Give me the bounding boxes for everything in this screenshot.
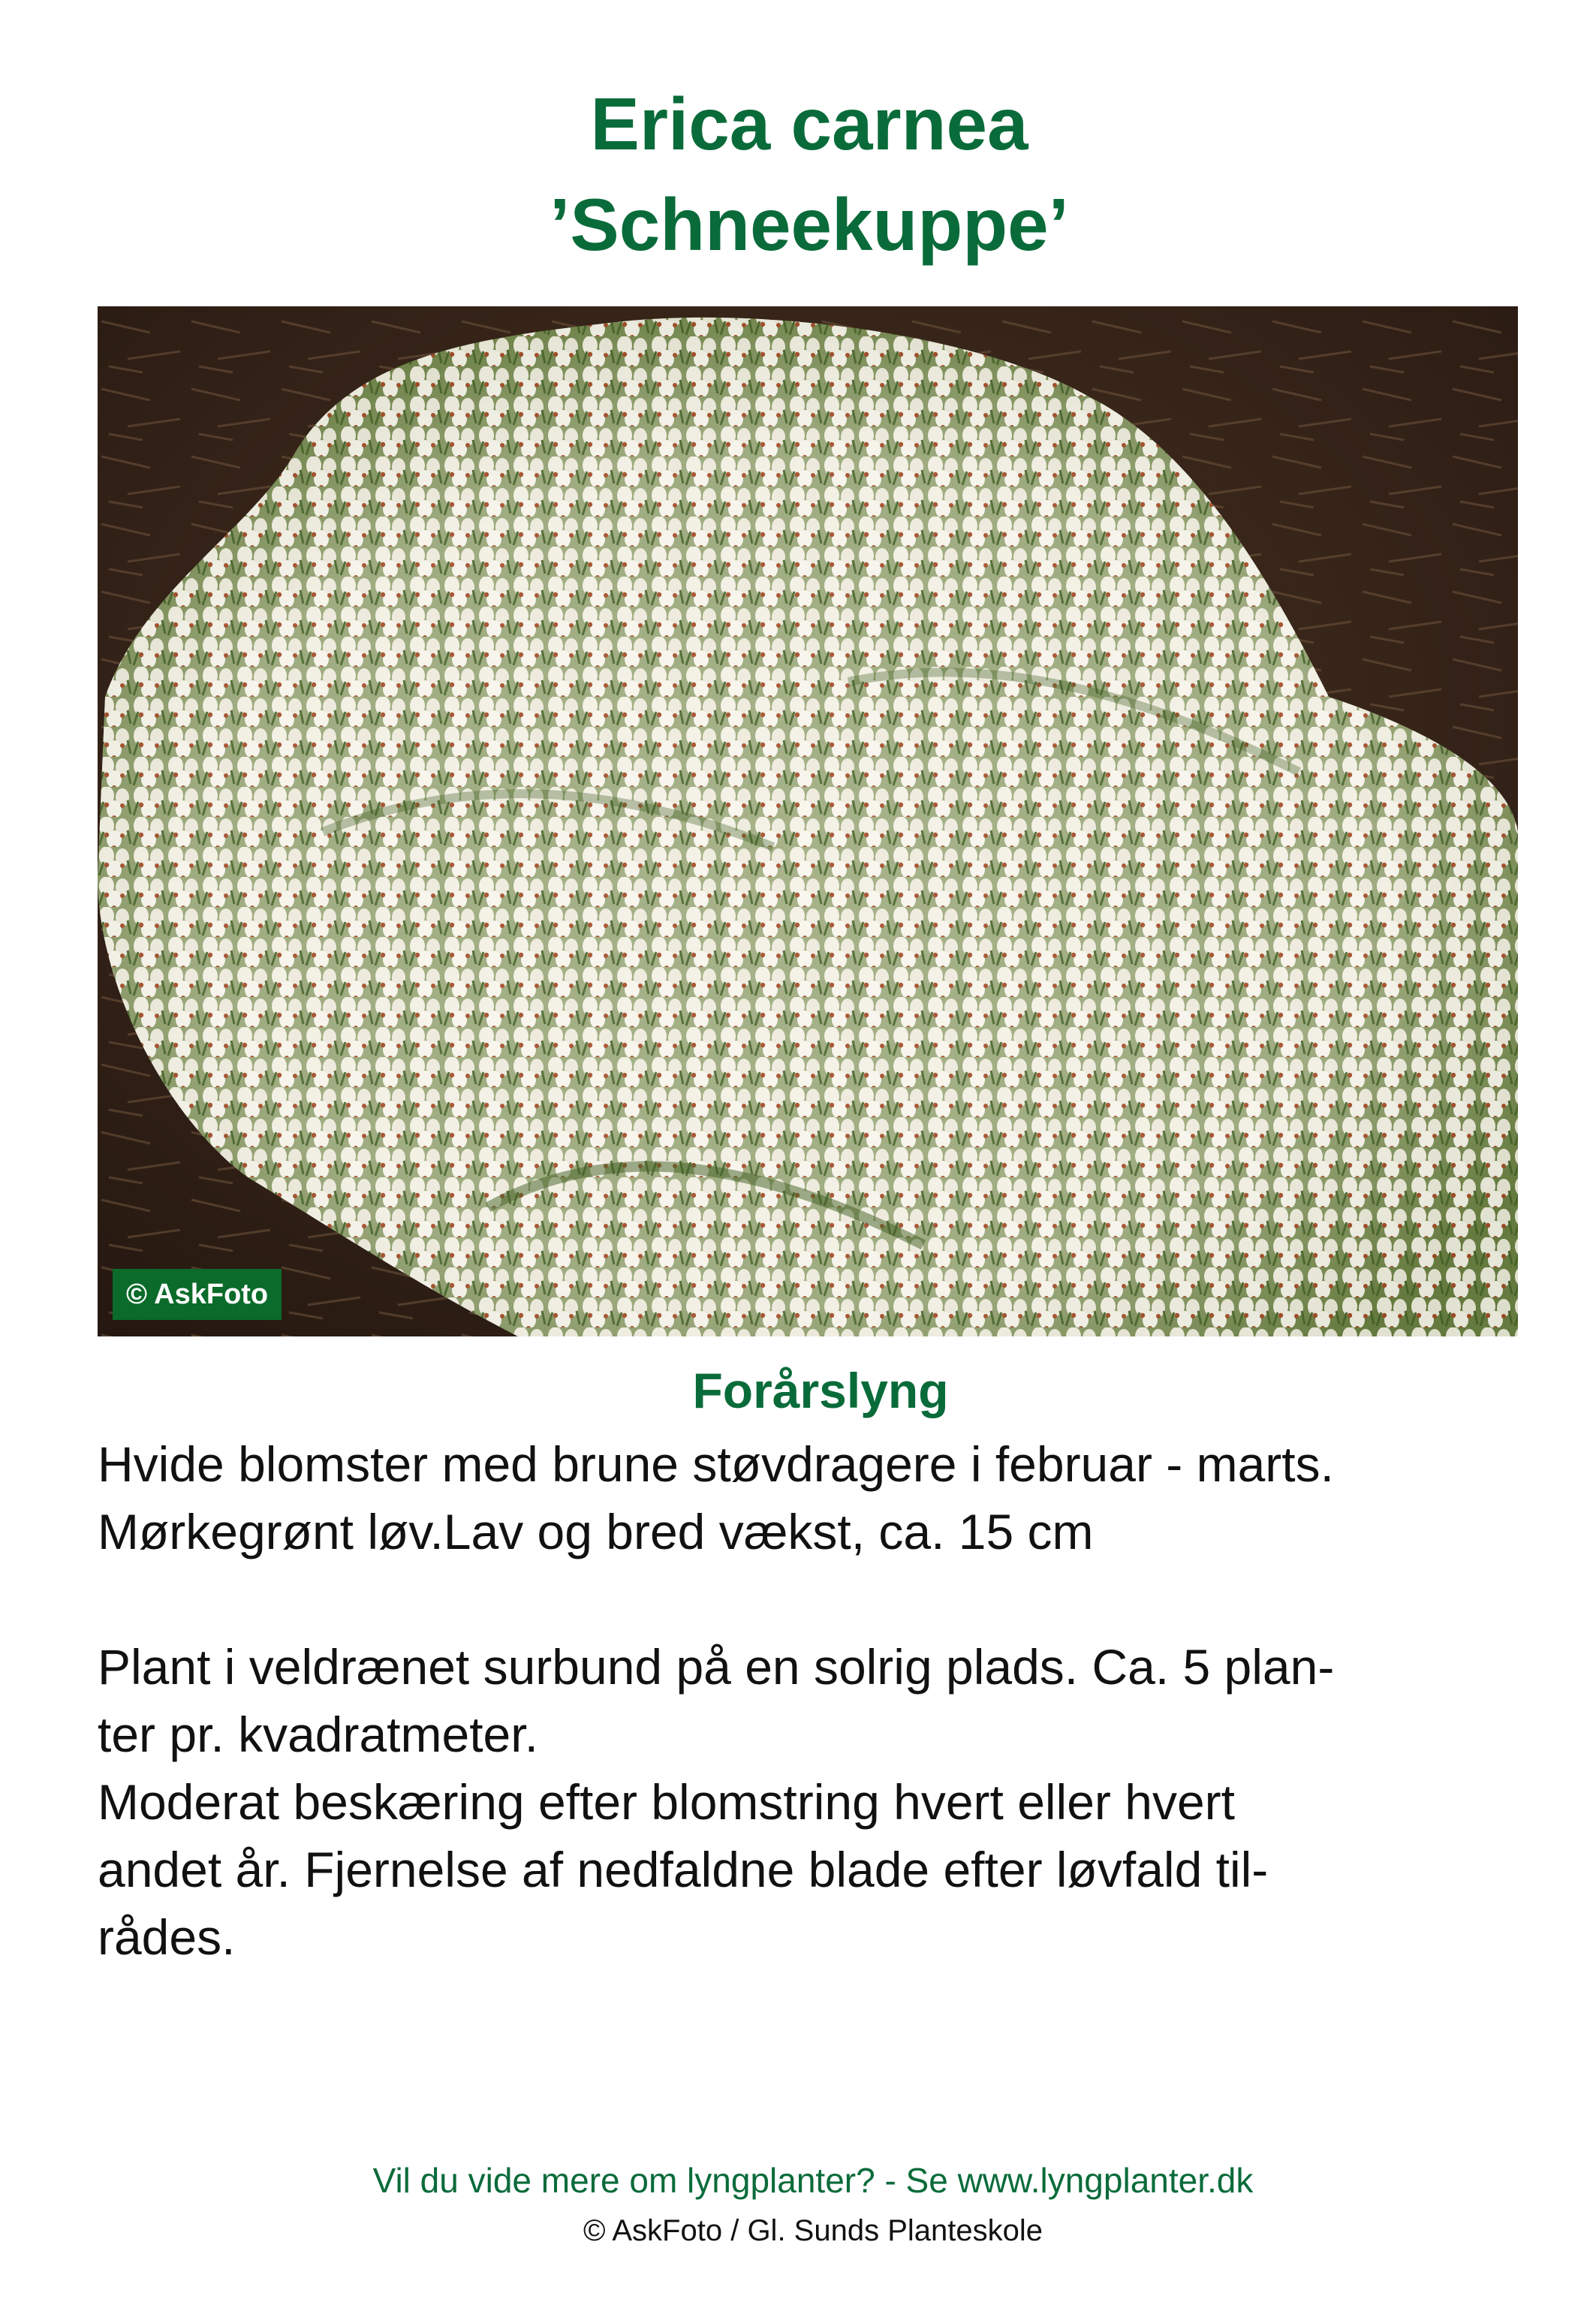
plant-name: Erica carnea bbox=[590, 83, 1028, 165]
text-line: Mørkegrønt løv.Lav og bred vækst, ca. 15 cm bbox=[98, 1504, 1094, 1559]
text-line: Hvide blomster med brune støvdragere i februar - marts. bbox=[98, 1436, 1334, 1492]
footer-copyright: © AskFoto / Gl. Sunds Planteskole bbox=[583, 2214, 1043, 2247]
common-name: Forårslyng bbox=[692, 1363, 949, 1418]
text-line: rådes. bbox=[98, 1909, 236, 1965]
text-line: andet år. Fjernelse af nedfaldne blade efter løvfald til- bbox=[98, 1842, 1269, 1897]
text-line: Moderat beskæring efter blomstring hvert eller hvert bbox=[98, 1774, 1235, 1830]
care-paragraph bbox=[98, 1633, 1524, 1971]
plant-title bbox=[0, 74, 1596, 275]
description-paragraph bbox=[98, 1430, 1524, 1565]
plant-photo bbox=[98, 306, 1518, 1336]
cultivar-name: ’Schneekuppe’ bbox=[550, 183, 1069, 266]
heather-illustration bbox=[98, 306, 1518, 1336]
photo-credit-badge: © AskFoto bbox=[113, 1269, 282, 1320]
footer-info-link[interactable]: Vil du vide mere om lyngplanter? - Se www.lyngplanter.dk bbox=[372, 2161, 1254, 2200]
text-line: ter pr. kvadratmeter. bbox=[98, 1707, 538, 1762]
text-line: Plant i veldrænet surbund på en solrig plads. Ca. 5 plan- bbox=[98, 1639, 1335, 1695]
